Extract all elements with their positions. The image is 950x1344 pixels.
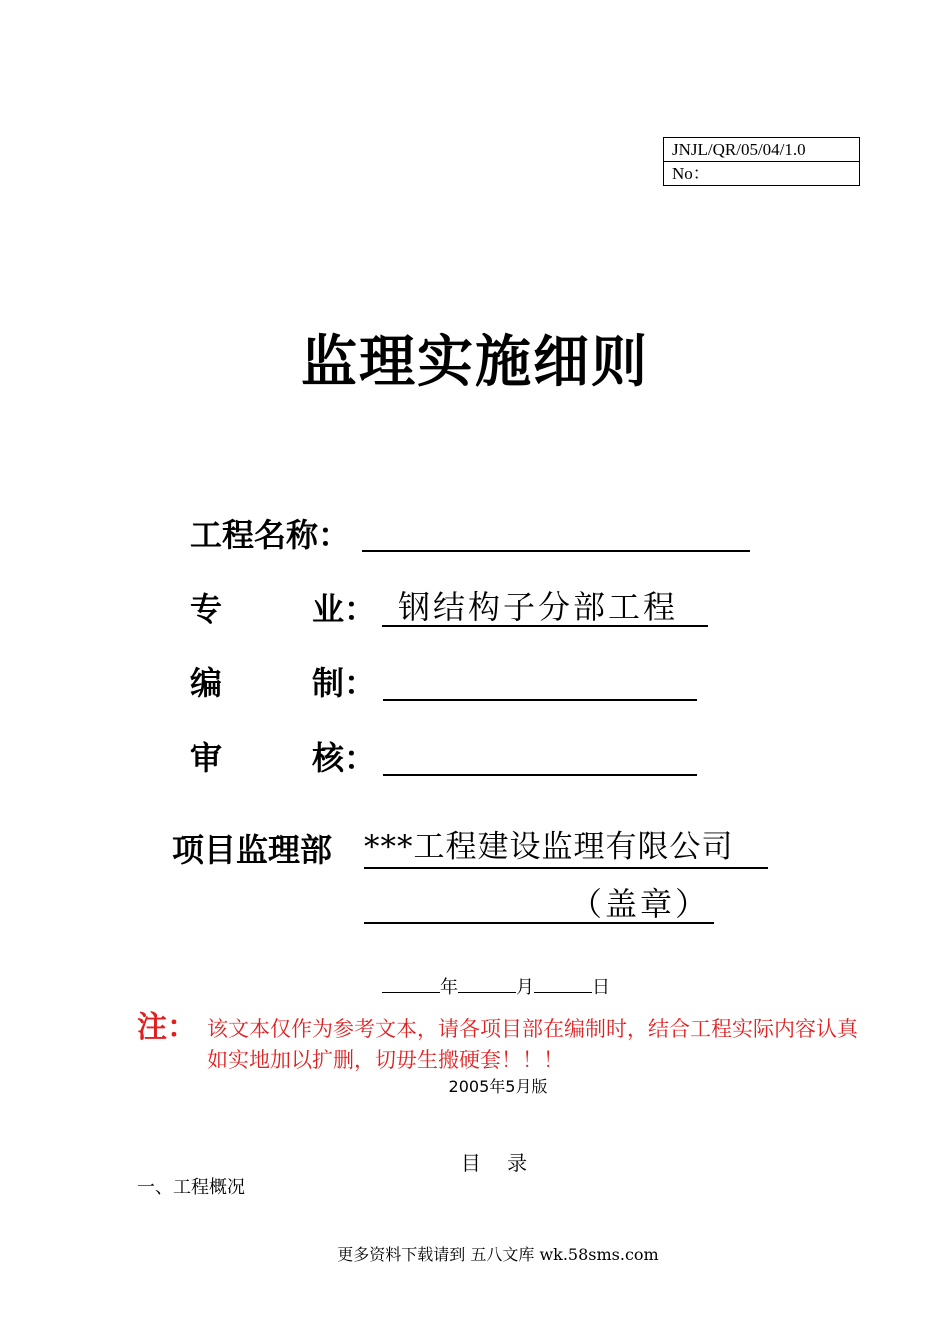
month-label: 月	[516, 977, 534, 998]
footer-text: 更多资料下载请到 五八文库 wk.58sms.com	[337, 1245, 659, 1264]
specialty-label-b: 业：	[312, 590, 377, 628]
edition-label: 2005年5月版	[448, 1077, 548, 1096]
toc-item: 一、工程概况	[137, 1177, 245, 1198]
note-mark: 注：	[137, 1010, 197, 1045]
project-name-line	[362, 510, 750, 552]
specialty-label-a: 专	[190, 590, 223, 628]
reviewed-line	[383, 734, 697, 776]
reviewed-label-b: 核：	[312, 739, 377, 777]
seal-line: （盖章）	[364, 884, 714, 924]
specialty-value: 钢结构子分部工程	[382, 587, 708, 627]
prepared-label-a: 编	[190, 664, 223, 702]
year-blank	[382, 974, 440, 993]
day-blank	[534, 974, 592, 993]
year-label: 年	[440, 977, 458, 998]
month-blank	[458, 974, 516, 993]
prepared-label-b: 制：	[312, 664, 377, 702]
document-code-box	[663, 137, 860, 186]
document-number: No：	[664, 161, 859, 185]
toc-title: 目 录	[460, 1151, 538, 1175]
note-text: 该文本仅作为参考文本，请各项目部在编制时，结合工程实际内容认真如实地加以扩删，切毋生搬硬套！！！	[207, 1017, 858, 1072]
dept-label: 项目监理部	[172, 831, 333, 869]
dept-value: ***工程建设监理有限公司	[364, 827, 768, 869]
project-name-label: 工程名称：	[190, 516, 351, 554]
page-title: 监理实施细则	[301, 330, 649, 395]
date-row	[382, 974, 610, 1000]
reviewed-label-a: 审	[190, 739, 223, 777]
day-label: 日	[592, 977, 610, 998]
document-code: JNJL/QR/05/04/1.0	[672, 140, 806, 159]
prepared-line	[383, 659, 697, 701]
